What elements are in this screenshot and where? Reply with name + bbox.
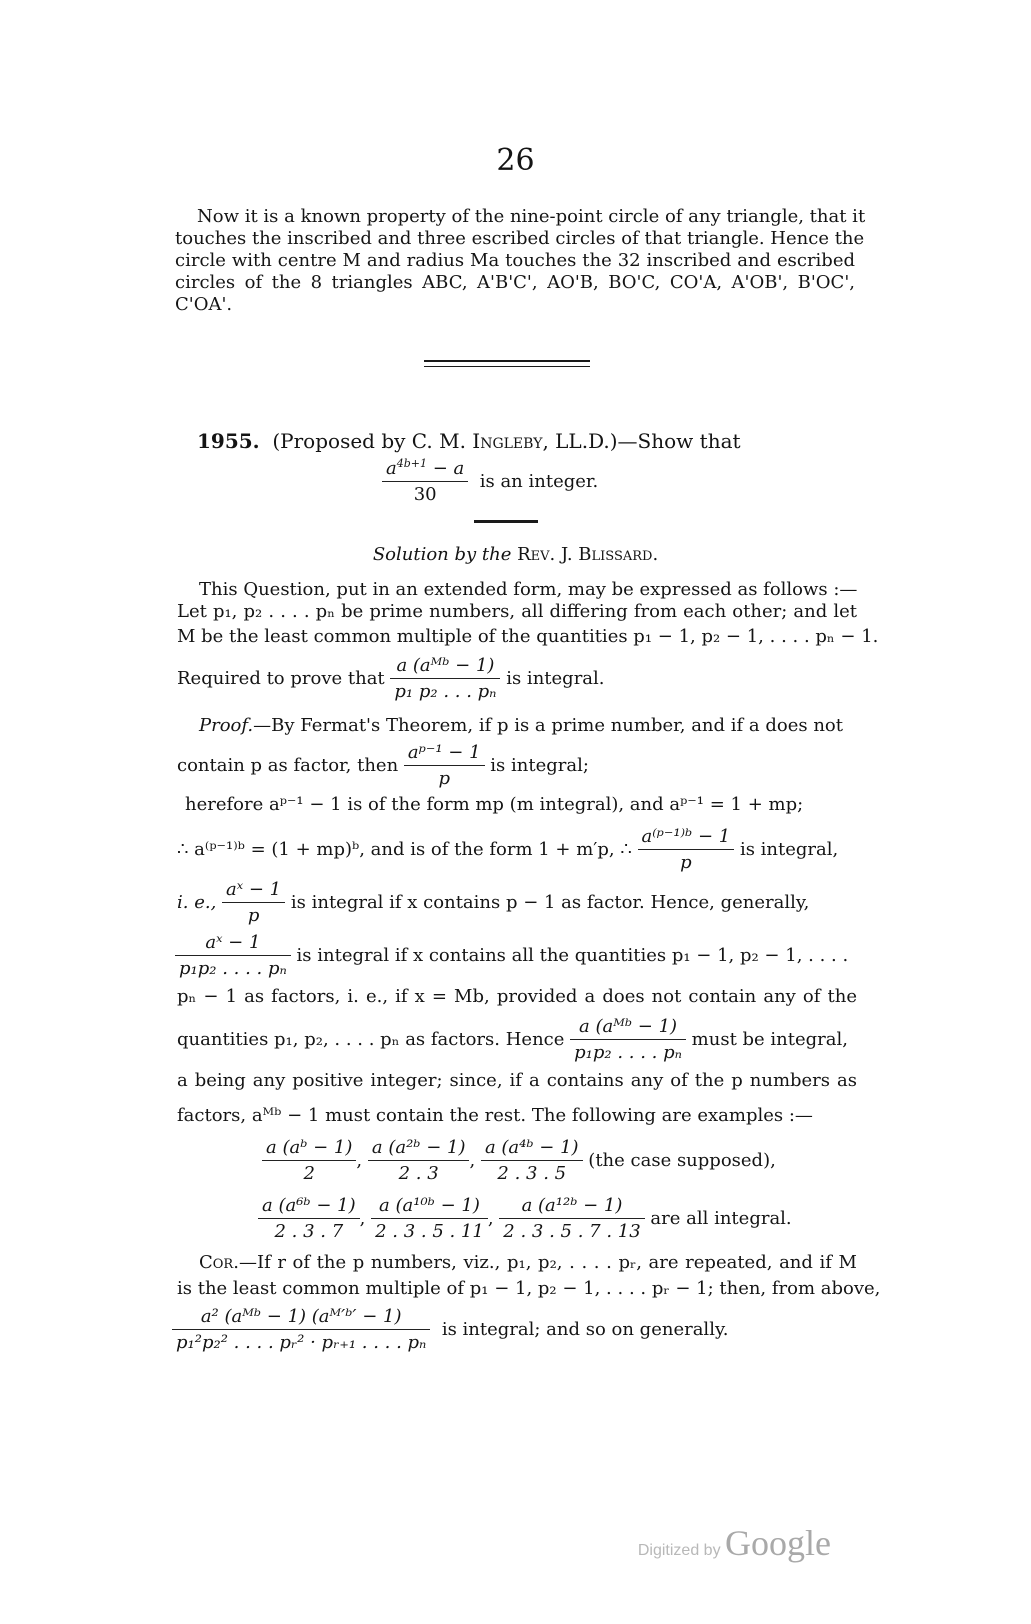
body-line-10-num: aˣ − 1	[175, 932, 291, 956]
example-2-den: 2 . 3	[398, 1163, 439, 1184]
fermat-fraction	[404, 742, 485, 790]
example-1-num: a (aᵇ − 1)	[262, 1137, 356, 1161]
body-line-4-prefix: Required to prove that	[177, 668, 385, 689]
example-4-num: a (a⁶ᵇ − 1)	[258, 1195, 360, 1219]
examples-row-2-tail: are all integral.	[650, 1208, 792, 1229]
body-line-8-suffix: is integral,	[739, 839, 839, 860]
body-line-4-den: p₁ p₂ . . . pₙ	[394, 681, 497, 702]
body-line-10-suffix: is integral if x contains all the quantities p₁ − 1, p₂ − 1, . . . .	[296, 945, 849, 966]
question-fraction-tail: − a	[432, 458, 465, 479]
example-4-den: 2 . 3 . 7	[274, 1221, 344, 1242]
body-line-9-prefix: i. e.,	[177, 892, 217, 913]
example-6	[499, 1195, 644, 1243]
prev-solution-line-2: touches the inscribed and three escribed circles of that triangle. Hence the	[175, 228, 865, 249]
body-line-9	[177, 879, 809, 927]
body-line-17	[172, 1306, 728, 1354]
body-line-4-suffix: is integral.	[506, 668, 605, 689]
body-line-12-num: a (aᴹᵇ − 1)	[570, 1016, 686, 1040]
section-divider-bottom	[424, 366, 590, 367]
question-suffix: is an integer.	[479, 471, 599, 492]
body-line-10	[175, 932, 848, 980]
body-line-3: M be the least common multiple of the quantities p₁ − 1, p₂ − 1, . . . . pₙ − 1.	[177, 626, 879, 647]
solution-author-initial: J.	[561, 544, 573, 565]
example-2-num: a (a²ᵇ − 1)	[368, 1137, 470, 1161]
body-line-5	[199, 715, 843, 737]
prev-solution-line-1: Now it is a known property of the nine-point circle of any triangle, that it	[197, 206, 866, 227]
example-3	[481, 1137, 583, 1185]
question-fraction	[382, 458, 468, 506]
body-line-6-prefix: contain p as factor, then	[177, 755, 399, 776]
google-logo: Google	[725, 1523, 831, 1563]
body-line-8-num: a⁽ᵖ⁻¹⁾ᵇ − 1	[638, 826, 735, 850]
body-line-17-suffix: is integral; and so on generally.	[441, 1319, 729, 1340]
question-proposer: Ingleby	[472, 429, 543, 453]
example-4	[258, 1195, 360, 1243]
fermat-num: aᵖ⁻¹ − 1	[404, 742, 485, 766]
body-line-7: herefore aᵖ⁻¹ − 1 is of the form mp (m integral), and aᵖ⁻¹ = 1 + mp;	[185, 794, 804, 815]
body-line-8-den: p	[680, 852, 692, 873]
body-line-11: pₙ − 1 as factors, i. e., if x = Mb, provided a does not contain any of the	[177, 986, 857, 1007]
question-fraction-den: 30	[413, 484, 437, 505]
corollary-fraction	[172, 1306, 430, 1354]
question-fraction-exp: 4b+1	[396, 457, 427, 470]
corollary-num: a² (aᴹᵇ − 1) (aᴹ′ᵇ′ − 1)	[172, 1306, 430, 1330]
example-6-den: 2 . 3 . 5 . 7 . 13	[503, 1221, 641, 1242]
example-5	[371, 1195, 488, 1243]
proof-label: Proof.	[199, 715, 254, 736]
body-line-8	[177, 826, 838, 874]
examples-row-2: $\frac{\text{a (a⁶ᵇ − 1)}}{2 . 3 . 7}$ , $\frac{\text{a (a¹⁰ᵇ − 1)}}{2 . 3 . 5 . 11}$ , $\frac{\text{a (a¹²ᵇ − 1)}}{2 . 3 . 5 . 7 . 13}$ are all integral.	[258, 1195, 792, 1243]
example-3-den: 2 . 3 . 5	[497, 1163, 567, 1184]
question-proposed-close: , LL.D.)—Show that	[542, 429, 741, 453]
example-3-num: a (a⁴ᵇ − 1)	[481, 1137, 583, 1161]
body-line-10-fraction	[175, 932, 291, 980]
solution-heading	[0, 544, 1031, 566]
body-line-14: factors, aᴹᵇ − 1 must contain the rest. The following are examples :—	[177, 1105, 813, 1126]
examples-row-1: $\frac{\text{a (aᵇ − 1)}}{2}$ , $\frac{\text{a (a²ᵇ − 1)}}{2 . 3}$ , $\frac{\text{a (a⁴ᵇ − 1)}}{2 . 3 . 5}$ (the case supposed),	[262, 1137, 776, 1185]
example-5-den: 2 . 3 . 5 . 11	[375, 1221, 484, 1242]
example-5-num: a (a¹⁰ᵇ − 1)	[371, 1195, 488, 1219]
body-line-12-fraction	[570, 1016, 686, 1064]
example-2	[368, 1137, 470, 1185]
watermark-prefix: Digitized by	[637, 1542, 721, 1559]
body-line-4	[177, 655, 605, 703]
body-line-16: is the least common multiple of p₁ − 1, p₂ − 1, . . . . pᵣ − 1; then, from above,	[177, 1278, 881, 1299]
question-formula	[382, 458, 598, 506]
question-number: 1955.	[197, 429, 260, 453]
cor-label: Cor.	[199, 1252, 239, 1273]
body-line-6-suffix: is integral;	[490, 755, 589, 776]
prev-solution-line-4: circles of the 8 triangles ABC, A'B'C', AO'B, BO'C, CO'A, A'OB', B'OC',	[175, 272, 855, 293]
body-line-6	[177, 742, 589, 790]
section-divider-top	[424, 360, 590, 362]
examples-row-1-tail: (the case supposed),	[588, 1150, 776, 1171]
body-line-8-fraction	[638, 826, 735, 874]
body-line-12-prefix: quantities p₁, p₂, . . . . pₙ as factors. Hence	[177, 1029, 565, 1050]
body-line-4-fraction	[390, 655, 500, 703]
body-line-13: a being any positive integer; since, if a contains any of the p numbers as	[177, 1070, 857, 1091]
body-line-12	[177, 1016, 848, 1064]
body-line-9-num: aˣ − 1	[222, 879, 285, 903]
body-line-15-text: —If r of the p numbers, viz., p₁, p₂, . . . . pᵣ, are repeated, and if M	[238, 1252, 857, 1273]
body-line-12-suffix: must be integral,	[691, 1029, 848, 1050]
prev-solution-line-3: circle with centre M and radius Ma touches the 32 inscribed and escribed	[175, 250, 855, 271]
body-line-2: Let p₁, p₂ . . . . pₙ be prime numbers, all differing from each other; and let	[177, 601, 857, 622]
question-proposed-open: (Proposed by C. M.	[272, 429, 466, 453]
body-line-4-num: a (aᴹᵇ − 1)	[390, 655, 500, 679]
solution-prefix: Solution by the	[372, 544, 512, 565]
body-line-9-den: p	[247, 905, 260, 926]
fermat-den: p	[438, 768, 450, 789]
example-6-num: a (a¹²ᵇ − 1)	[499, 1195, 644, 1219]
prev-solution-line-5: C'OA'.	[175, 294, 233, 315]
solution-author-name: Blissard.	[578, 544, 659, 565]
body-line-5-text: —By Fermat's Theorem, if p is a prime number, and if a does not	[253, 715, 843, 736]
question-divider	[474, 520, 538, 523]
example-1	[262, 1137, 356, 1185]
question-fraction-base: a	[386, 458, 397, 479]
solution-author-rev: Rev.	[517, 544, 556, 565]
question-heading	[197, 428, 741, 454]
body-line-9-suffix: is integral if x contains p − 1 as factor. Hence, generally,	[290, 892, 810, 913]
example-1-den: 2	[303, 1163, 315, 1184]
page-number: 26	[496, 143, 535, 178]
body-line-1: This Question, put in an extended form, may be expressed as follows :—	[199, 579, 858, 600]
body-line-10-den: p₁p₂ . . . . pₙ	[179, 958, 287, 979]
body-line-15	[199, 1252, 857, 1274]
corollary-den: p₁²p₂² . . . . pᵣ² · pᵣ₊₁ . . . . pₙ	[176, 1332, 427, 1353]
digitized-by-google-watermark	[638, 1522, 831, 1564]
body-line-9-fraction	[222, 879, 285, 927]
body-line-8-prefix: ∴ a⁽ᵖ⁻¹⁾ᵇ = (1 + mp)ᵇ, and is of the form 1 + m′p, ∴	[177, 839, 632, 860]
body-line-12-den: p₁p₂ . . . . pₙ	[574, 1042, 682, 1063]
